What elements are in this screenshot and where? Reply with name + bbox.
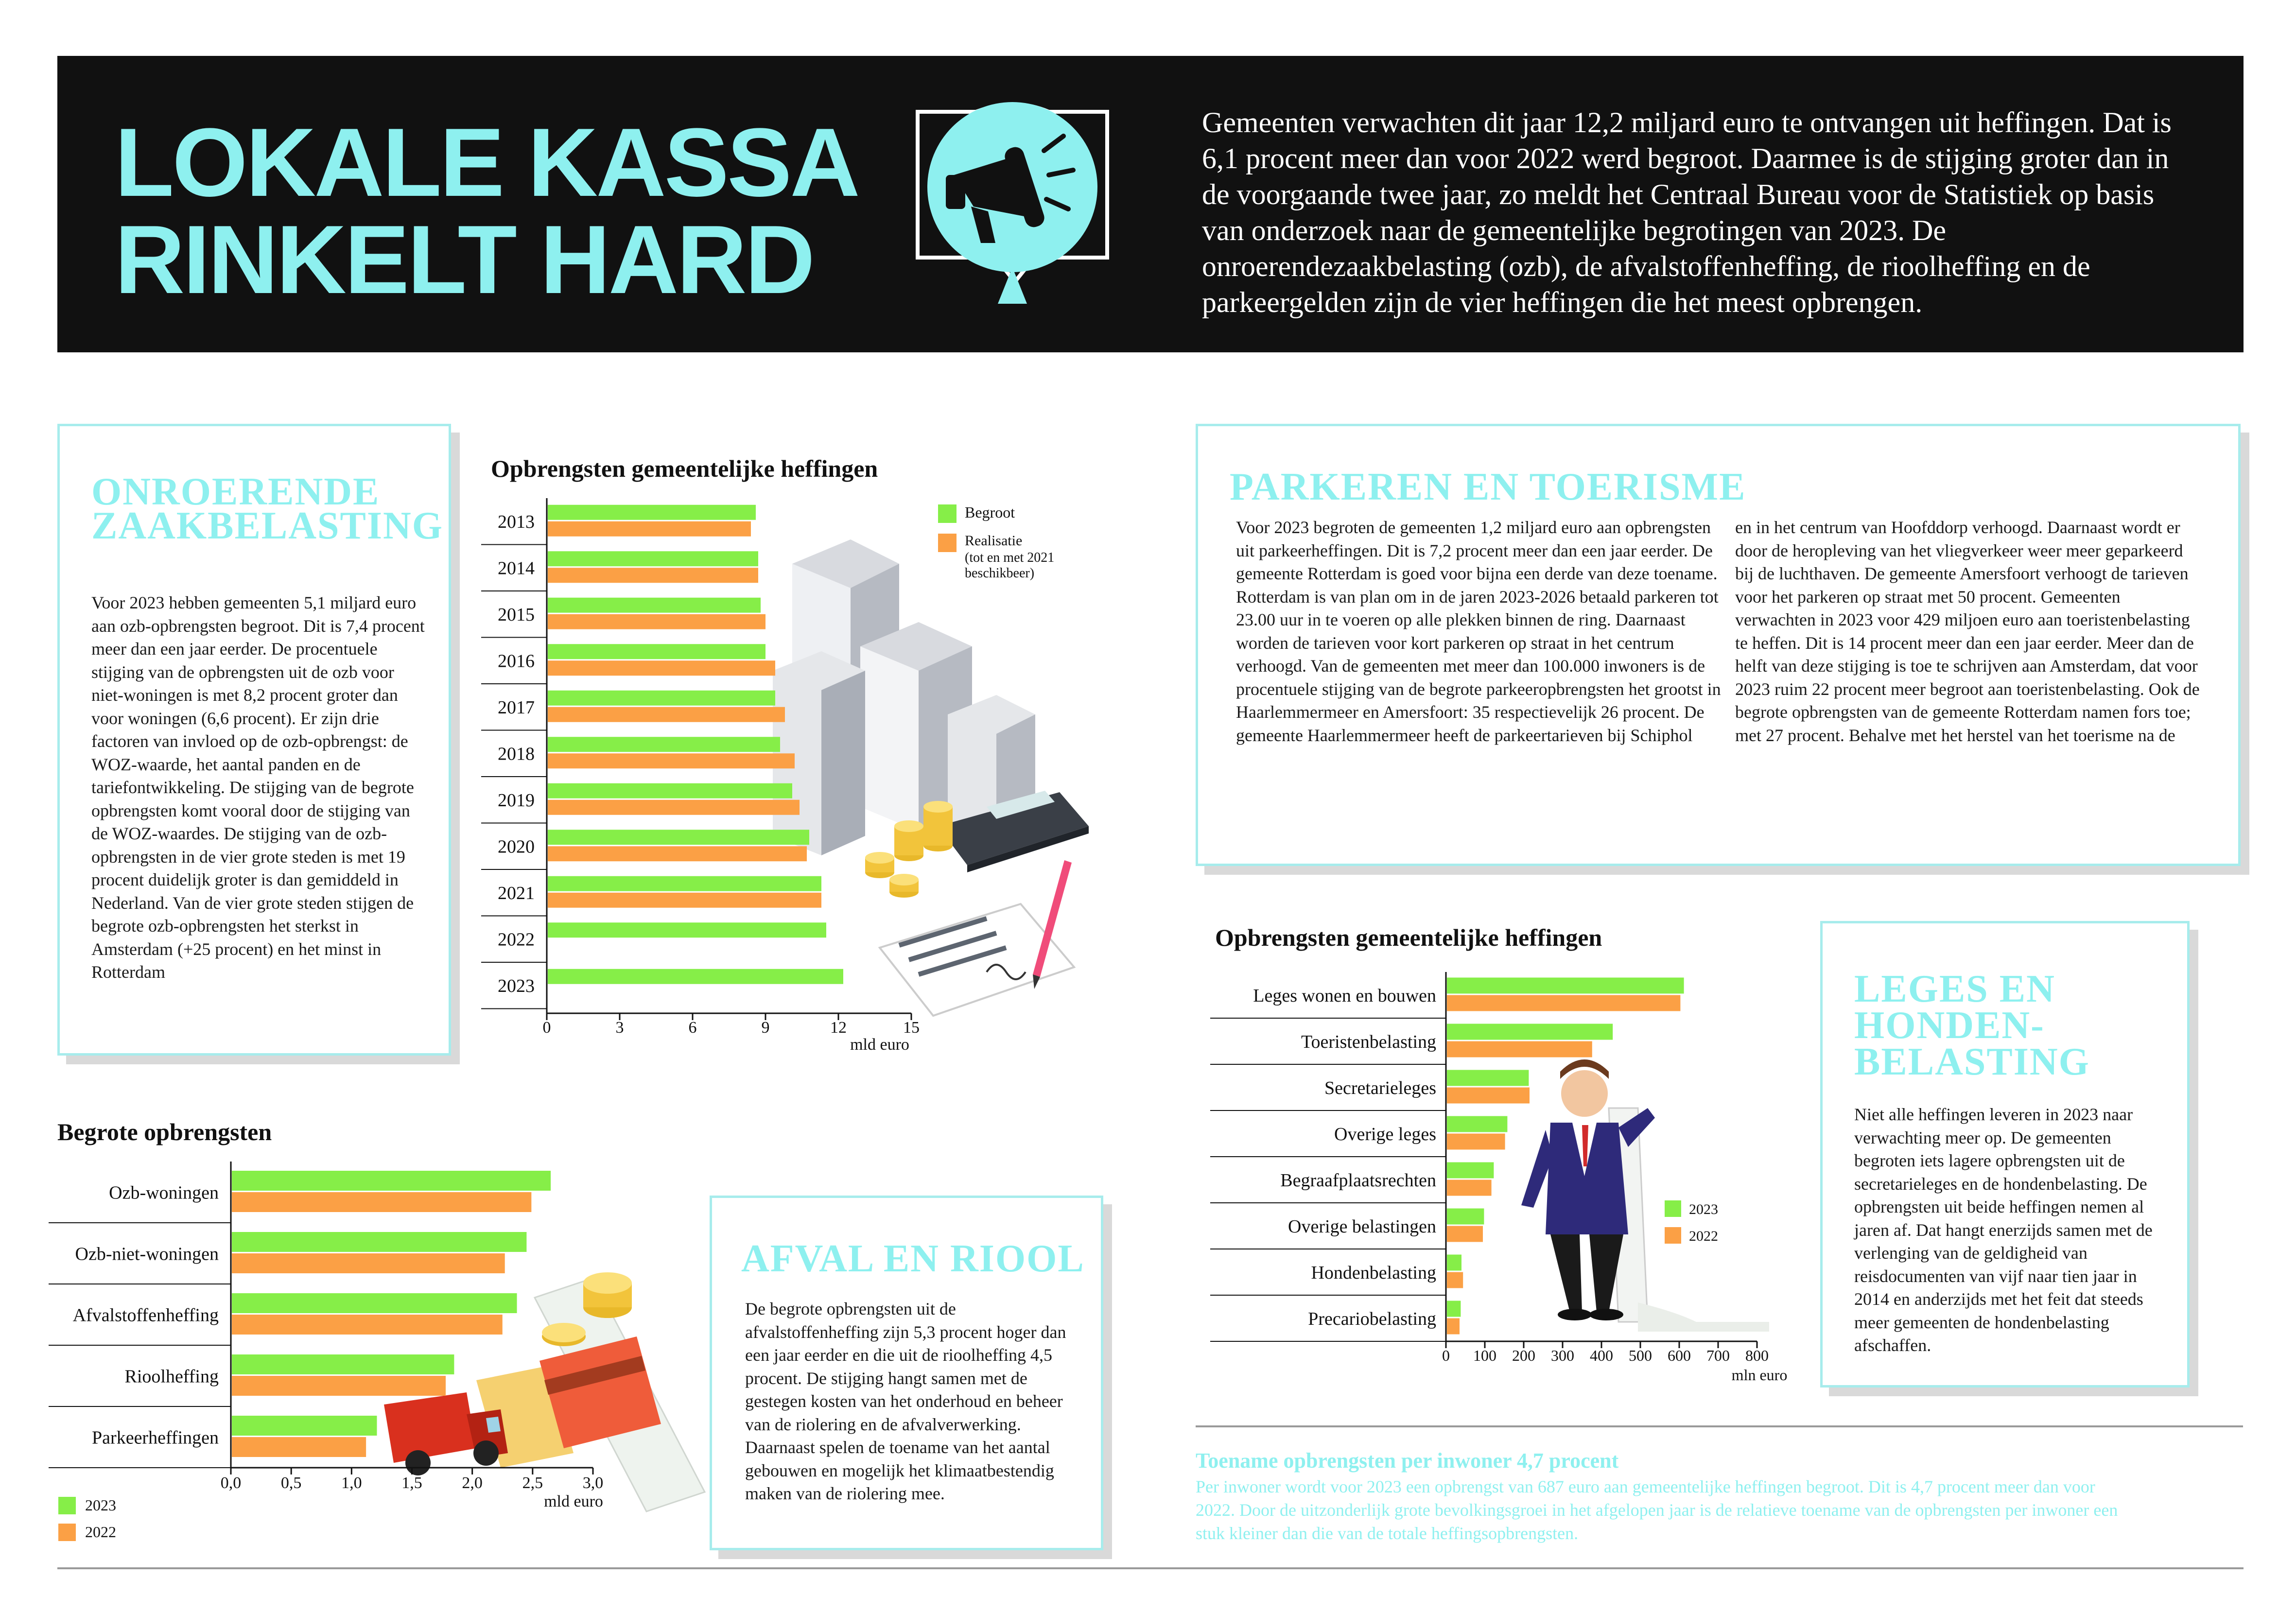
parkeren-title: PARKEREN EN TOERISME (1230, 466, 1746, 508)
ozb-box (57, 424, 451, 1056)
chart2-title: Begrote opbrengsten (57, 1118, 272, 1145)
category-label: Parkeerheffingen (92, 1427, 219, 1448)
chart2-x-axis-label: mld euro (544, 1492, 603, 1510)
x-tick-label: 9 (761, 1019, 770, 1037)
header-banner (57, 56, 2244, 352)
parkeren-text-col1: Voor 2023 begroten de gemeenten 1,2 miljard euro aan opbrengsten uit parkeerheffingen. Dit is 7,2 procent meer dan een jaar eerder. De gemeente Rotterdam is goed voor bijna een derde van deze toename. Rotterdam is van plan om in de jaren 2023-2026 betaald parkeren tot 23.00 uur in te voeren op alle plekken binnen de ring. Daarnaast worden de tarieven voor kort parkeren op straat in het centrum verhoogd. Van de gemeenten met meer dan 100.000 inwoners is de procentuele stijging van de begrote parkeeropbrengsten het grootst in Haarlemmermeer en Amersfoort: 35 respectievelijk 26 procent. De gemeente Haarlemmermeer heeft de parkeertarieven bij Schiphol (1236, 518, 1721, 745)
bar-series1 (1447, 1070, 1529, 1086)
bar-series1 (1447, 1116, 1507, 1132)
chart1-svg (481, 486, 1137, 1064)
bar-series2 (548, 800, 800, 815)
leges-title-line1: LEGES EN (1854, 968, 2055, 1010)
category-label: 2014 (498, 558, 535, 579)
x-tick-label: 100 (1473, 1347, 1496, 1364)
bar-series2 (1447, 995, 1680, 1011)
bar-series2 (232, 1315, 503, 1335)
bar-series1 (548, 737, 780, 752)
category-label: Begraafplaatsrechten (1280, 1170, 1436, 1191)
x-tick-label: 0,0 (220, 1474, 242, 1492)
bar-series2 (548, 614, 765, 629)
bar-series2 (548, 660, 775, 676)
bar-series1 (548, 598, 761, 613)
bar-series1 (548, 551, 758, 566)
chart1-x-axis-label: mld euro (850, 1036, 909, 1054)
x-tick-label: 12 (830, 1019, 847, 1037)
bar-series2 (1447, 1318, 1460, 1335)
clipboard-icon (880, 904, 1074, 1016)
x-tick-label: 0 (542, 1019, 551, 1037)
parkeren-text-col2: en in het centrum van Hoofddorp verhoogd. Daarnaast wordt er door de heropleving van het vliegverkeer weer meer geparkeerd bij de luchthaven. De gemeente Amersfoort verhoogt de tarieven voor het parkeren op straat met 50 procent. Gemeenten verwachten in 2023 voor 429 miljoen euro aan toeristenbelasting te heffen. Dit is 14 procent meer dan een jaar eerder. Meer dan de helft van deze stijging is toe te schrijven aan Amsterdam, dat voor 2023 ruim 22 procent meer begroot aan toeristenbelasting. Ook de begrote opbrengsten van de gemeente Rotterdam namen fors toe; met 27 procent. Behalve met het herstel van het toerisme na de (1735, 518, 2200, 745)
bar-series1 (232, 1171, 551, 1191)
bar-series2 (232, 1376, 446, 1396)
category-label: Precariobelasting (1308, 1308, 1436, 1329)
category-label: Leges wonen en bouwen (1253, 985, 1436, 1006)
legend-swatch-2023 (58, 1497, 76, 1514)
parkeren-box (1196, 424, 2241, 866)
bar-series1 (548, 691, 775, 706)
legend-swatch-2023 (1665, 1200, 1681, 1217)
leges-title-line3: BELASTING (1854, 1041, 2090, 1083)
bar-series2 (1447, 1226, 1483, 1242)
x-tick-label: 15 (903, 1019, 920, 1037)
category-label: Afvalstoffenheffing (72, 1305, 219, 1326)
x-tick-label: 300 (1551, 1347, 1574, 1364)
x-tick-label: 200 (1512, 1347, 1535, 1364)
legend-label-2022: 2022 (1689, 1228, 1718, 1244)
x-tick-label: 500 (1629, 1347, 1652, 1364)
afval-box (710, 1196, 1103, 1550)
bar-series2 (548, 707, 785, 722)
bottom-note-title: Toename opbrengsten per inwoner 4,7 procent (1196, 1449, 1619, 1473)
bar-series1 (548, 783, 792, 798)
intro-text: Gemeenten verwachten dit jaar 12,2 miljard euro te ontvangen uit heffingen. Dat is 6,1 procent meer dan voor 2022 werd begroot. Daarmee is de stijging groter dan in de voorgaande twee jaar, zo meldt het Centraal Bureau voor de Statistiek op basis van onderzoek naar de gemeentelijke begrotingen van 2023. De onroerendezaakbelasting (ozb), de afvalstoffenheffing, de rioolheffing en de parkeergelden zijn de vier heffingen die het meest opbrengen. (1202, 106, 2172, 318)
category-label: Rioolheffing (124, 1366, 219, 1387)
bar-series2 (1447, 1041, 1592, 1058)
chart3-legend (1665, 1200, 1718, 1244)
bar-series2 (232, 1437, 366, 1457)
ozb-title-line2: ZAAKBELASTING (91, 504, 443, 547)
chart1-category-labels (498, 512, 535, 996)
category-label: 2022 (498, 929, 535, 950)
ozb-text: Voor 2023 hebben gemeenten 5,1 miljard euro aan ozb-opbrengsten begroot. Dit is 7,4 procent meer dan een jaar eerder. De procentuele stijging van de opbrengsten uit de ozb voor niet-woningen is met 8,2 procent groter dan voor woningen (6,6 procent). Er zijn drie factoren van invloed op de ozb-opbrengst: de WOZ-waarde, het aantal panden en de tariefontwikkeling. De stijging van de begrote opbrengsten komt vooral door de stijging van de WOZ-waardes. De stijging van de ozb-opbrengsten in de vier grote steden is met 19 procent duidelijk groter is dan gemiddeld in Nederland. Van de vier grote steden stijgen de begrote ozb-opbrengsten het sterkst in Amsterdam (+25 procent) en het minst in Rotterdam (91, 593, 425, 982)
legend-label-2023: 2023 (85, 1496, 116, 1514)
bar-series2 (232, 1253, 505, 1273)
chart1-title: Opbrengsten gemeentelijke heffingen (491, 455, 878, 482)
legend-label-realisatie: Realisatie (965, 533, 1023, 549)
bottom-divider (57, 1567, 2244, 1569)
bar-series2 (548, 846, 807, 861)
bar-series1 (548, 644, 765, 659)
bar-series1 (548, 876, 821, 891)
legend-label-2022: 2022 (85, 1523, 116, 1541)
x-tick-label: 700 (1706, 1347, 1730, 1364)
legend-label-2023: 2023 (1689, 1201, 1718, 1217)
page-title-line1: LOKALE KASSA (115, 108, 858, 217)
leges-text: Niet alle heffingen leveren in 2023 naar verwachting meer op. De gemeenten begroten iets lagere opbrengsten uit de secretarieleges en de hondenbelasting. De opbrengsten uit beide heffingen nemen al jaren af. Dat hangt enerzijds samen met de verlenging van de geldigheid van reisdocumenten van vijf naar tien jaar in 2014 en anderzijds met het feit dat steeds meer gemeenten de hondenbelasting afschaffen. (1854, 1105, 2153, 1355)
legend-label-realisatie-note-2: beschikbeer) (965, 566, 1035, 581)
x-tick-label: 6 (688, 1019, 697, 1037)
legend-swatch-realisatie (938, 534, 957, 552)
chart3-title: Opbrengsten gemeentelijke heffingen (1215, 924, 1602, 951)
legend-swatch-2022 (58, 1524, 76, 1541)
bar-series2 (548, 753, 795, 768)
ozb-title-line1: ONROERENDE (91, 470, 380, 513)
legend-label-begroot: Begroot (965, 503, 1015, 521)
bar-series2 (548, 893, 821, 908)
bar-series2 (1447, 1272, 1463, 1288)
category-label: 2016 (498, 651, 535, 672)
bar-series1 (232, 1293, 517, 1313)
bar-series2 (548, 521, 751, 537)
category-label: Ozb-niet-woningen (75, 1244, 219, 1265)
chart3-category-labels (1253, 986, 1436, 1329)
x-tick-label: 600 (1668, 1347, 1691, 1364)
category-label: 2023 (498, 976, 535, 997)
category-label: 2013 (498, 512, 535, 533)
bar-series1 (232, 1354, 454, 1374)
x-tick-label: 3 (615, 1019, 624, 1037)
chart1-x-ticks (543, 1013, 920, 1037)
category-label: 2019 (498, 790, 535, 811)
x-tick-label: 2,0 (462, 1474, 483, 1492)
megaphone-icon (903, 97, 1127, 326)
category-label: 2020 (498, 836, 535, 857)
bar-series1 (1447, 1209, 1484, 1225)
businessman-illustration (1521, 1059, 1769, 1332)
category-label: 2018 (498, 744, 535, 764)
legend-label-realisatie-note-1: (tot en met 2021 (965, 550, 1055, 565)
chart2-legend (58, 1496, 116, 1541)
x-tick-label: 0 (1442, 1347, 1450, 1364)
bar-series2 (1447, 1088, 1530, 1104)
bar-series1 (548, 830, 809, 845)
bar-series1 (1447, 1255, 1461, 1271)
category-label: 2021 (498, 883, 535, 904)
legend-swatch-2022 (1665, 1227, 1681, 1244)
bottom-divider-top (1196, 1425, 2243, 1427)
bar-series2 (1447, 1180, 1492, 1196)
chart2-x-ticks (221, 1468, 604, 1492)
x-tick-label: 3,0 (582, 1474, 604, 1492)
category-label: Overige leges (1334, 1124, 1436, 1145)
afval-text: De begrote opbrengsten uit de afvalstoffenheffing zijn 5,3 procent hoger dan een jaar eerder en die uit de rioolheffing 4,5 procent. De stijging hangt samen met de gestegen kosten van het onderhoud en beheer van de riolering en de afvalverwerking. Daarnaast spelen de toename van het aantal gebouwen en mogelijk het klimaatbestendig maken van de riolering mee. (745, 1299, 1066, 1503)
category-label: Ozb-woningen (109, 1182, 219, 1203)
bar-series2 (232, 1192, 531, 1212)
leges-title-line2: HONDEN- (1854, 1004, 2045, 1047)
bar-series1 (548, 969, 843, 984)
category-label: Hondenbelasting (1311, 1262, 1436, 1283)
x-tick-label: 1,5 (401, 1474, 422, 1492)
x-tick-label: 400 (1590, 1347, 1613, 1364)
bar-series1 (232, 1416, 377, 1436)
chart3-svg (1210, 962, 1823, 1395)
leges-box (1820, 921, 2190, 1388)
category-label: 2015 (498, 605, 535, 625)
x-tick-label: 1,0 (341, 1474, 362, 1492)
afval-title: AFVAL EN RIOOL (741, 1237, 1085, 1280)
category-label: Toeristenbelasting (1301, 1031, 1436, 1052)
bar-series1 (1447, 1162, 1494, 1179)
x-tick-label: 2,5 (522, 1474, 543, 1492)
bar-series2 (1447, 1134, 1505, 1150)
bar-series1 (1447, 1024, 1613, 1040)
category-label: Overige belastingen (1288, 1216, 1436, 1237)
category-label: 2017 (498, 697, 535, 718)
chart1-legend (938, 503, 1054, 581)
category-label: Secretarieleges (1324, 1077, 1436, 1098)
x-tick-label: 800 (1745, 1347, 1769, 1364)
bottom-note-text: Per inwoner wordt voor 2023 een opbrengst van 687 euro aan gemeentelijke heffingen begroot. Dit is 4,7 procent meer dan voor 2022. Door de uitzonderlijk grote bevolkingsgroei in het afgelopen jaar is de relatieve toename van de opbrengsten per inwoner een stuk kleiner dan die van de totale heffingsopbrengsten. (1196, 1477, 2118, 1543)
bar-series2 (548, 568, 758, 583)
bar-series1 (1447, 978, 1684, 994)
legend-swatch-begroot (938, 504, 957, 523)
page-title-line2: RINKELT HARD (115, 206, 814, 314)
bar-series1 (548, 922, 826, 937)
bar-series1 (1447, 1301, 1461, 1317)
chart3-x-ticks (1442, 1341, 1769, 1364)
x-tick-label: 0,5 (280, 1474, 302, 1492)
chart2-svg (49, 1152, 729, 1555)
chart3-x-axis-label: mln euro (1731, 1366, 1788, 1384)
bar-series1 (232, 1232, 526, 1252)
bar-series1 (548, 505, 756, 520)
